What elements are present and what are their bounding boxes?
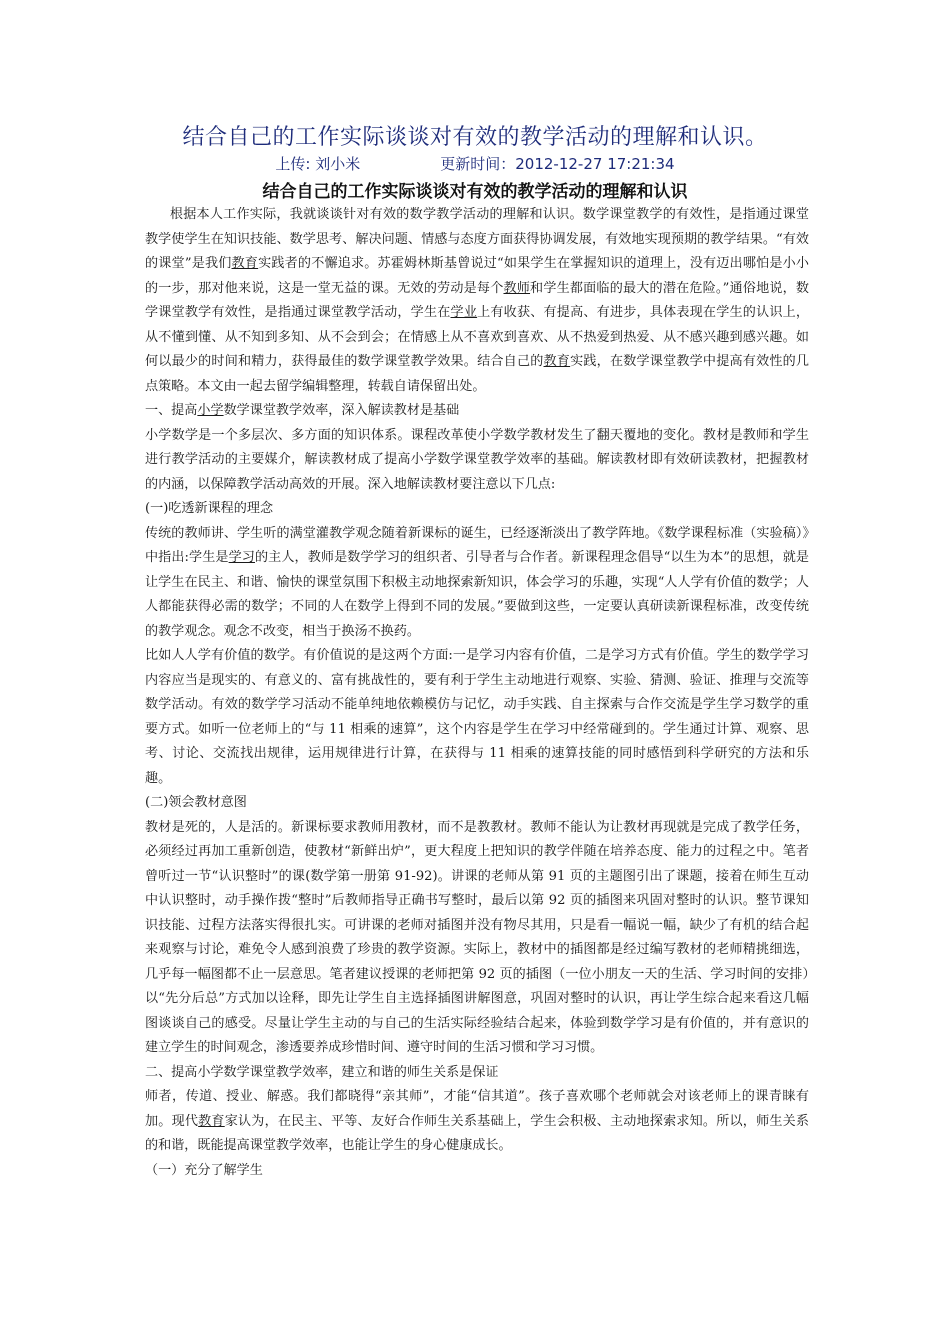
article-subtitle: 结合自己的工作实际谈谈对有效的教学活动的理解和认识 xyxy=(262,182,688,202)
article-body xyxy=(145,203,809,1183)
paragraph-text: 小学数学是一个多层次、多方面的知识体系。课程改革使小学数学教材发生了翻天覆地的变化。教材是教师和学生进行教学活动的主要媒介，解读教材成了提高小学数学课堂教学效率的基础。解读教材即有效研读教材，把握教材的内涵，以保障教学活动高效的开展。深入地解读教材要注意以下几点: xyxy=(145,427,809,492)
inline-link[interactable]: 学习 xyxy=(228,550,255,565)
paragraph xyxy=(145,816,809,1061)
inline-link[interactable]: 学业 xyxy=(450,305,478,320)
inline-link[interactable]: 教育 xyxy=(198,1113,225,1129)
inline-link[interactable]: 教师 xyxy=(503,280,531,296)
paragraph-text: 数学课堂教学效率，深入解读教材是基础 xyxy=(223,403,460,418)
paragraph xyxy=(145,424,809,498)
paragraph-text: 教材是死的，人是活的。新课标要求教师用教材，而不是教教材。教师不能认为让教材再现就是完成了教学任务，必须经过再加工重新创造，使教材“新鲜出炉”，更大程度上把知识的教学伴随在培养态度、能力的过程之中。笔者曾听过一节“认识整时”的课(数学第一册第 91-92)。讲课的老师从第 91 页的主题图引出了课题，接着在师生互动中认识整时，动手操作拨“整时”后教师指导正确书写整时，最后以第 92 页的插图来巩固对整时的认识。整节课知识技能、过程方法落实得很扎实。可讲课的老师对插图并没有物尽其用，只是看一幅说一幅，缺少了有机的结合起来观察与讨论，难免令人感到浪费了珍贵的教学资源。实际上，教材中的插图都是经过编写教材的老师精挑细选，几乎每一幅图都不止一层意思。笔者建议授课的老师把第 92 页的插图（一位小朋友一天的生活、学习时间的安排）以“先分后总”方式加以诠释，即先让学生自主选择插图讲解图意，巩固对整时的认识，再让学生综合起来看这几幅图谈谈自己的感受。尽量让学生主动的与自己的生活实际经验结合起来，体验到数学学习是有价值的，并有意识的建立学生的时间观念，渗透要养成珍惜时间、遵守时间的生活习惯和学习习惯。 xyxy=(145,819,809,1055)
paragraph-text: 实践者的不懈追求。苏霍姆林斯基曾说过“如果学生在掌握知识的道理上，没有迈出哪怕是小小的一步，那对他来说，这是一堂无益的课。无效的劳动是每个 xyxy=(145,256,810,296)
paragraph xyxy=(145,203,809,399)
paragraph xyxy=(145,497,809,522)
paragraph-text: 实践，在数学课堂教学中提高有效性的几点策略。本文由一起去留学编辑整理，转载自请保留出处。 xyxy=(145,354,810,394)
paragraph-text: 一、提高 xyxy=(145,403,198,418)
paragraph-text: 根据本人工作实际，我就谈谈针对有效的数学教学活动的理解和认识。数学课堂教学的有效性，是指通过课堂教学使学生在知识技能、数学思考、解决问题、情感与态度方面获得协调发展，有效地实现预期的教学结果。“有效的课堂”是我们 xyxy=(145,207,809,271)
article-title: 结合自己的工作实际谈谈对有效的教学活动的理解和认识。 xyxy=(182,125,768,150)
paragraph-text: （一）充分了解学生 xyxy=(145,1162,263,1178)
paragraph-text: 比如人人学有价值的数学。有价值说的是这两个方面:一是学习内容有价值，二是学习方式有价值。学生的数学学习内容应当是现实的、有意义的、富有挑战性的，要有利于学生主动地进行观察、实验、猜测、验证、推理与交流等数学活动。有效的数学学习活动不能单纯地依赖模仿与记忆，动手实践、自主探索与合作交流是学生学习数学的重要方式。如听一位老师上的“与 11 相乘的速算”，这个内容是学生在学习中经常碰到的。学生通过计算、观察、思考、讨论、交流找出规律，运用规律进行计算，在获得与 11 相乘的速算技能的同时感悟到科学研究的方法和乐趣。 xyxy=(145,648,809,786)
paragraph-text: 传统的教师讲、学生听的满堂灌教学观念随着新课标的诞生，已经逐渐淡出了教学阵地。《数学课程标准（实验稿）》中指出:学生是 xyxy=(145,525,809,565)
paragraph xyxy=(145,1085,809,1159)
article-meta xyxy=(0,153,950,174)
paragraph xyxy=(145,1061,809,1086)
paragraph-text: 家认为，在民主、平等、友好合作师生关系基础上，学生会积极、主动地探索求知。所以，师生关系的和谐，既能提高课堂教学效率，也能让学生的身心健康成长。 xyxy=(145,1113,810,1153)
paragraph-text: (一)吃透新课程的理念 xyxy=(145,501,274,516)
uploader-label: 上传: 刘小米 xyxy=(275,155,361,173)
inline-link[interactable]: 教育 xyxy=(543,354,571,369)
inline-link[interactable]: 小学 xyxy=(197,403,224,418)
paragraph xyxy=(145,399,809,424)
paragraph-text: 二、提高小学数学课堂教学效率，建立和谐的师生关系是保证 xyxy=(145,1064,499,1080)
paragraph xyxy=(145,791,809,816)
paragraph xyxy=(145,1159,809,1184)
paragraph-text: 师者，传道、授业、解惑。我们都晓得“亲其师”，才能“信其道”。孩子喜欢哪个老师就会对该老师上的课青睐有加。现代 xyxy=(145,1089,809,1129)
paragraph-text: 的主人，教师是数学学习的组织者、引导者与合作者。新课程理念倡导“以生为本”的思想，就是让学生在民主、和谐、愉快的课堂氛围下积极主动地探索新知识，体会学习的乐趣，实现“人人学有价值的数学；人人都能获得必需的数学；不同的人在数学上得到不同的发展。”要做到这些，一定要认真研读新课程标准，改变传统的教学观念。观念不改变，相当于换汤不换药。 xyxy=(145,550,809,639)
paragraph-text: (二)领会教材意图 xyxy=(145,795,247,810)
paragraph xyxy=(145,644,809,791)
paragraph-text: 和学生都面临的最大的潜在危险。”通俗地说，数学课堂教学有效性，是指通过课堂教学活动，学生在 xyxy=(145,280,810,320)
paragraph-text: 上有收获、有提高、有进步，具体表现在学生的认识上，从不懂到懂、从不知到多知、从不会到会；在情感上从不喜欢到喜欢、从不热爱到热爱、从不感兴趣到感兴趣。如何以最少的时间和精力，获得最佳的数学课堂教学效果。结合自己的 xyxy=(145,305,810,369)
paragraph xyxy=(145,522,809,645)
inline-link[interactable]: 教育 xyxy=(231,256,259,271)
updated-time-label: 更新时间：2012-12-27 17:21:34 xyxy=(440,155,675,173)
